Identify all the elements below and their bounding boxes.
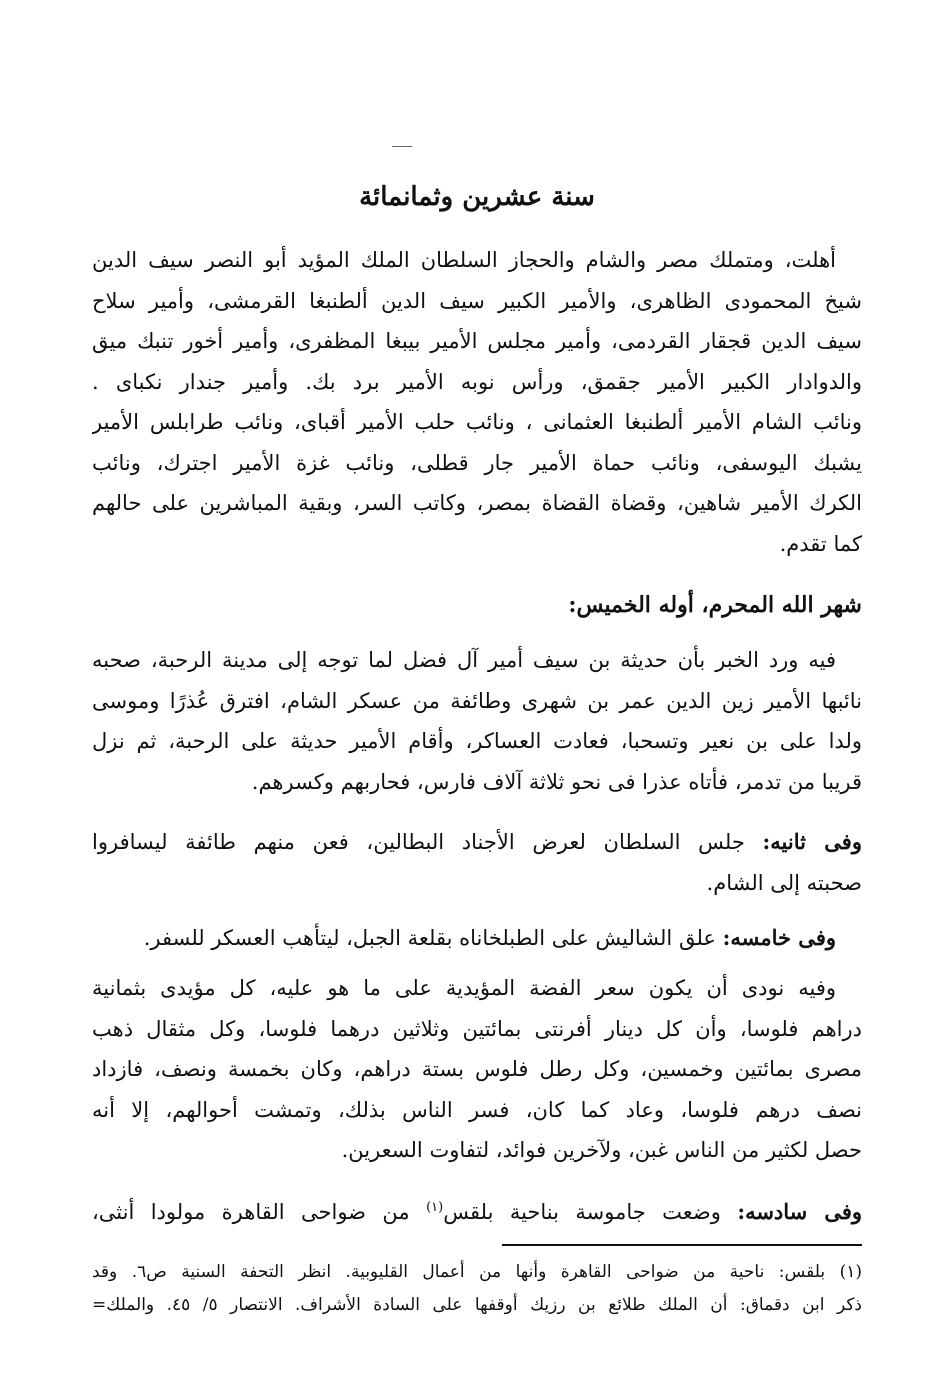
text-line: ونائب الشام الأمير ألطنبغا العثمانى ، ونائب حلب الأمير أقباى، ونائب طرابلس الأمير xyxy=(92,410,862,434)
paragraph-4 xyxy=(92,968,862,1171)
paragraph-lead: وفى ثانيه: xyxy=(762,829,862,854)
paragraph-text: جلس السلطان لعرض الأجناد البطالين، فعن منهم طائفة ليسافروا xyxy=(92,830,763,854)
chapter-title: سنة عشرين وثمانمائة xyxy=(359,182,595,212)
text-line: نائبها الأمير زين الدين عمر بن شهرى وطائفة من عسكر الشام، افترق عُذرًا وموسى xyxy=(92,688,862,713)
paragraph-1 xyxy=(92,640,862,802)
text-line xyxy=(92,1192,862,1233)
text-line: فيه ورد الخبر بأن حديثة بن سيف أمير آل فضل لما توجه إلى مدينة الرحبة، صحبه xyxy=(92,648,836,672)
paragraph-lead: وفى سادسه: xyxy=(737,1199,862,1224)
text-line xyxy=(92,918,862,959)
text-line: الكرك الأمير شاهين، وقضاة القضاة بمصر، وكاتب السر، وبقية المباشرين على حالهم xyxy=(92,491,862,515)
paragraph-text: من ضواحى القاهرة مولودا أنثى، xyxy=(92,1200,427,1224)
text-line: مصرى بمائتين وخمسين، وكل رطل فلوس بستة دراهم، وكان بخمسة ونصف، فازداد xyxy=(92,1057,862,1081)
text-line: يشبك اليوسفى، ونائب حماة الأمير جار قطلى، ونائب غزة الأمير اجترك، ونائب xyxy=(92,450,862,475)
text-line xyxy=(92,822,862,863)
month-heading: شهر الله المحرم، أوله الخميس: xyxy=(568,592,862,618)
text-line: سيف الدين قجقار القردمى، وأمير مجلس الأمير بيبغا المظفرى، وأمير أخور تنبك ميق xyxy=(92,329,862,353)
paragraph-lead: وفى خامسه: xyxy=(722,925,836,950)
paragraph-text: وضعت جاموسة بناحية بلقس xyxy=(443,1200,738,1224)
text-line: وفيه نودى أن يكون سعر الفضة المؤيدية على ما هو عليه، كل مؤيدى بثمانية xyxy=(92,976,836,1000)
text-line: أهلت، ومتملك مصر والشام والحجاز السلطان الملك المؤيد أبو النصر سيف الدين xyxy=(92,248,836,272)
footnote-line: ذكر ابن دقماق: أن الملك طلائع بن رزيك أوقفها على السادة الأشراف. الانتصار ٥/ ٤٥. والملك= xyxy=(92,1295,862,1315)
footnote-separator xyxy=(502,1244,862,1246)
text-line: والدوادار الكبير الأمير جقمق، ورأس نوبه الأمير برد بك. وأمير جندار نكباى . xyxy=(92,369,862,394)
intro-paragraph xyxy=(92,240,862,564)
text-line: دراهم فلوسا، وأن كل دينار أفرنتى بمائتين وثلاثين درهما فلوسا، وكل مثقال ذهب xyxy=(92,1016,862,1041)
text-line: حصل لكثير من الناس غبن، ولآخرين فوائد، لتفاوت السعرين. xyxy=(341,1138,862,1162)
text-line: ولدا على بن نعير وتسحبا، فعادت العساكر، وأقام الأمير حديثة على الرحبة، ثم نزل xyxy=(92,729,862,753)
text-line: شيخ المحمودى الظاهرى، والأمير الكبير سيف الدين ألطنبغا القرمشى، وأمير سلاح xyxy=(92,288,862,313)
book-page xyxy=(92,0,862,1388)
paragraph-5 xyxy=(92,1192,862,1233)
text-line: كما تقدم. xyxy=(779,531,862,556)
paragraph-text: علق الشاليش على الطبلخاناه بقلعة الجبل، ليتأهب العسكر للسفر. xyxy=(143,926,723,950)
footnotes xyxy=(92,1256,862,1322)
paragraph-3 xyxy=(92,918,862,959)
page-mark xyxy=(392,146,412,147)
paragraph-2 xyxy=(92,822,862,903)
footnote-reference[interactable]: (١) xyxy=(426,1200,444,1215)
text-line: نصف درهم فلوسا، وعاد كما كان، فسر الناس بذلك، وتمشت أحوالهم، إلا أنه xyxy=(92,1097,862,1122)
text-line: صحبته إلى الشام. xyxy=(706,870,862,895)
footnote-line: (١) بلقس: ناحية من ضواحى القاهرة وأنها من أعمال القليوبية. انظر التحفة السنية ص٦. وقد xyxy=(92,1262,862,1282)
text-line: قريبا من تدمر، فأتاه عذرا فى نحو ثلاثة آلاف فارس، فحاربهم وكسرهم. xyxy=(251,769,862,794)
